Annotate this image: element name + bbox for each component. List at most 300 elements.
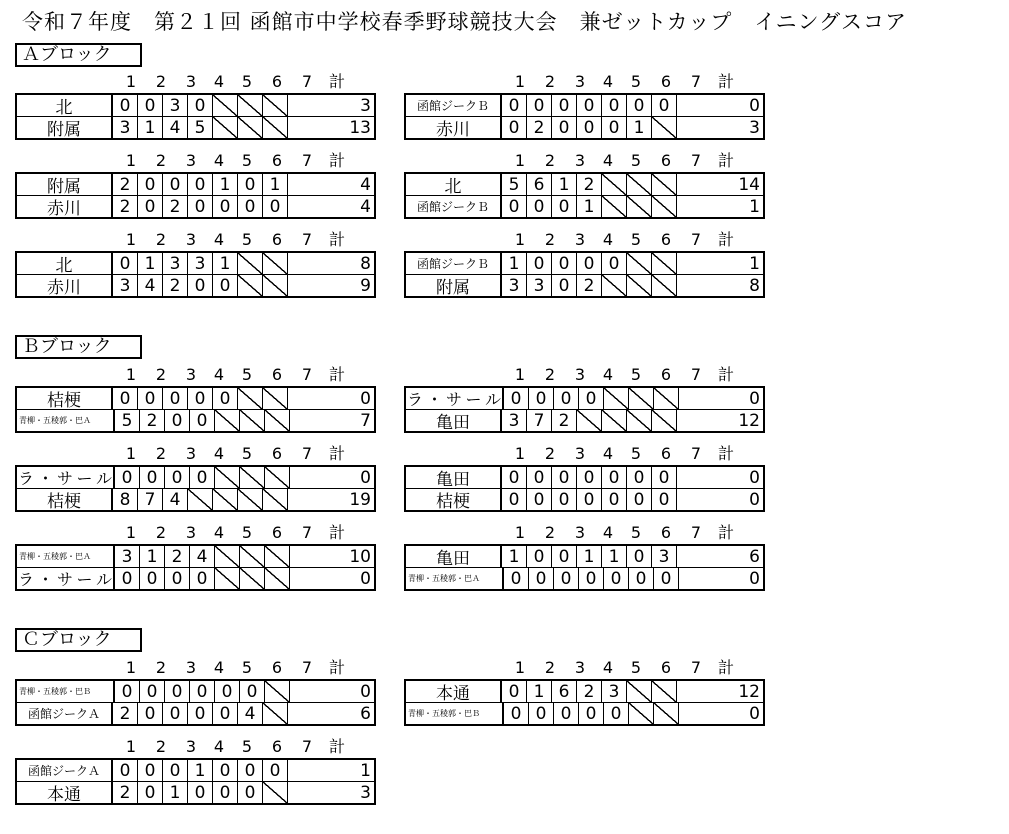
inning-score: 0 <box>502 117 527 138</box>
inning-number: 2 <box>544 72 556 91</box>
inning-score: 0 <box>240 681 265 702</box>
unplayed-inning <box>604 388 629 409</box>
unplayed-inning <box>652 681 677 702</box>
inning-score: 0 <box>527 546 552 567</box>
inning-score: 8 <box>113 489 138 510</box>
inning-number: 4 <box>213 151 225 170</box>
unplayed-inning <box>652 410 677 431</box>
inning-score: 0 <box>165 681 190 702</box>
inning-score: 2 <box>113 782 138 803</box>
inning-score: 0 <box>552 253 577 274</box>
inning-score: 0 <box>213 703 238 724</box>
inning-score: 0 <box>115 467 140 488</box>
inning-number: 計 <box>717 151 734 170</box>
unplayed-inning <box>213 489 238 510</box>
inning-header <box>15 657 376 679</box>
inning-number: 4 <box>602 230 614 249</box>
inning-score: 0 <box>165 568 190 589</box>
inning-header <box>404 229 765 251</box>
inning-number: 1 <box>514 365 526 384</box>
team-name: 赤川 <box>406 117 502 138</box>
team-row <box>17 174 374 195</box>
inning-number: 1 <box>125 230 137 249</box>
inning-number: 3 <box>574 72 586 91</box>
unplayed-inning <box>238 95 263 116</box>
total-score: 0 <box>749 703 760 724</box>
inning-score: 0 <box>552 467 577 488</box>
team-name: 本通 <box>17 782 113 803</box>
inning-number: 4 <box>602 658 614 677</box>
team-row <box>406 546 763 567</box>
team-row <box>406 274 763 296</box>
inning-score: 0 <box>190 681 215 702</box>
team-row <box>17 546 374 567</box>
total-score: 1 <box>749 196 760 217</box>
total-score: 1 <box>360 760 371 781</box>
inning-score: 2 <box>163 275 188 296</box>
unplayed-inning <box>602 174 627 195</box>
inning-score: 1 <box>627 117 652 138</box>
unplayed-inning <box>240 568 265 589</box>
inning-number: 6 <box>271 365 283 384</box>
unplayed-inning <box>627 275 652 296</box>
inning-score: 2 <box>552 410 577 431</box>
team-name-char: ラ <box>18 469 35 488</box>
unplayed-inning <box>652 117 677 138</box>
team-row <box>17 488 374 510</box>
inning-score: 0 <box>602 253 627 274</box>
team-row <box>17 253 374 274</box>
inning-score: 5 <box>502 174 527 195</box>
unplayed-inning <box>263 703 288 724</box>
inning-number: 2 <box>544 151 556 170</box>
team-row <box>17 760 374 781</box>
inning-score: 7 <box>527 410 552 431</box>
inning-score: 0 <box>190 467 215 488</box>
inning-header <box>15 229 376 251</box>
unplayed-inning <box>602 196 627 217</box>
unplayed-inning <box>188 489 213 510</box>
team-name: 青柳・五稜郭・巴Ａ <box>17 546 115 567</box>
team-row <box>17 274 374 296</box>
inning-number: 3 <box>185 151 197 170</box>
inning-number: 5 <box>630 151 642 170</box>
inning-score: 0 <box>115 681 140 702</box>
team-name-char: ル <box>484 390 501 409</box>
team-row <box>17 95 374 116</box>
inning-header <box>404 657 765 679</box>
inning-score: 0 <box>188 275 213 296</box>
inning-score: 0 <box>138 196 163 217</box>
inning-score: 0 <box>552 489 577 510</box>
inning-number: 2 <box>544 365 556 384</box>
team-row <box>17 702 374 724</box>
inning-header <box>404 522 765 544</box>
team-name-char: サ <box>445 390 462 409</box>
team-name: 函館ジークＡ <box>17 760 113 781</box>
inning-score: 0 <box>627 489 652 510</box>
inning-number: 7 <box>690 444 702 463</box>
unplayed-inning <box>238 489 263 510</box>
inning-header <box>15 71 376 93</box>
inning-score: 0 <box>604 703 629 724</box>
unplayed-inning <box>627 196 652 217</box>
total-score: 0 <box>360 467 371 488</box>
inning-score: 0 <box>552 117 577 138</box>
inning-score: 0 <box>163 703 188 724</box>
team-name: 北 <box>17 95 113 116</box>
block-label: Ｃブロック <box>15 628 142 652</box>
inning-number: 計 <box>717 230 734 249</box>
score-table <box>404 172 765 219</box>
inning-score: 3 <box>115 546 140 567</box>
inning-number: 2 <box>155 523 167 542</box>
inning-score: 0 <box>602 117 627 138</box>
inning-score: 1 <box>502 546 527 567</box>
unplayed-inning <box>240 410 265 431</box>
inning-score: 4 <box>163 489 188 510</box>
inning-score: 0 <box>188 95 213 116</box>
inning-score: 1 <box>213 174 238 195</box>
team-name: 北 <box>406 174 502 195</box>
inning-number: 2 <box>155 72 167 91</box>
inning-score: 0 <box>190 568 215 589</box>
inning-score: 0 <box>213 782 238 803</box>
inning-score: 0 <box>527 196 552 217</box>
inning-score: 0 <box>552 95 577 116</box>
score-table <box>404 386 765 433</box>
inning-score: 0 <box>115 568 140 589</box>
inning-header <box>15 736 376 758</box>
inning-score: 1 <box>138 253 163 274</box>
inning-number: 3 <box>574 658 586 677</box>
inning-score: 0 <box>577 489 602 510</box>
inning-score: 2 <box>577 681 602 702</box>
inning-score: 0 <box>113 760 138 781</box>
game-scoreboard <box>404 364 765 433</box>
inning-score: 0 <box>213 760 238 781</box>
inning-number: 3 <box>185 444 197 463</box>
inning-number: 計 <box>328 444 345 463</box>
team-name: 赤川 <box>17 196 113 217</box>
team-name: 青柳・五稜郭・巴Ａ <box>17 410 115 431</box>
inning-number: 6 <box>660 230 672 249</box>
unplayed-inning <box>263 275 288 296</box>
inning-score: 0 <box>577 117 602 138</box>
inning-number: 5 <box>630 72 642 91</box>
block-label: Ｂブロック <box>15 335 142 359</box>
inning-number: 計 <box>328 72 345 91</box>
inning-score: 3 <box>502 410 527 431</box>
team-row <box>17 567 374 589</box>
unplayed-inning <box>265 568 290 589</box>
team-name-char: サ <box>56 570 73 589</box>
team-name: 亀田 <box>406 546 502 567</box>
inning-number: 1 <box>125 72 137 91</box>
score-table <box>404 679 765 726</box>
total-score: 7 <box>360 410 371 431</box>
inning-number: 5 <box>630 523 642 542</box>
inning-score: 0 <box>504 388 529 409</box>
inning-score: 0 <box>188 388 213 409</box>
inning-number: 7 <box>690 151 702 170</box>
inning-number: 3 <box>574 444 586 463</box>
inning-score: 0 <box>529 703 554 724</box>
team-name: 桔梗 <box>17 388 113 409</box>
game-scoreboard <box>404 657 765 726</box>
inning-header <box>404 150 765 172</box>
inning-number: 2 <box>544 444 556 463</box>
inning-number: 2 <box>155 658 167 677</box>
inning-score: 0 <box>577 253 602 274</box>
block-label: Ａブロック <box>15 43 142 67</box>
inning-number: 2 <box>544 523 556 542</box>
inning-header <box>404 443 765 465</box>
inning-score: 1 <box>263 174 288 195</box>
total-score: 19 <box>349 489 371 510</box>
inning-number: 4 <box>213 523 225 542</box>
game-scoreboard <box>404 443 765 512</box>
unplayed-inning <box>652 253 677 274</box>
inning-number: 6 <box>660 72 672 91</box>
game-scoreboard <box>404 229 765 298</box>
total-score: 0 <box>360 568 371 589</box>
team-row <box>406 195 763 217</box>
unplayed-inning <box>654 703 679 724</box>
team-name: 青柳・五稜郭・巴Ｂ <box>406 703 504 724</box>
inning-score: 0 <box>163 760 188 781</box>
team-name: 附属 <box>406 275 502 296</box>
inning-score: 0 <box>163 174 188 195</box>
score-table <box>15 386 376 433</box>
inning-number: 3 <box>185 658 197 677</box>
inning-score: 0 <box>602 95 627 116</box>
inning-score: 2 <box>113 174 138 195</box>
inning-number: 1 <box>125 365 137 384</box>
inning-score: 0 <box>652 467 677 488</box>
team-name-char: ー <box>465 390 482 409</box>
inning-score: 0 <box>238 760 263 781</box>
unplayed-inning <box>238 388 263 409</box>
total-score: 0 <box>360 681 371 702</box>
inning-number: 1 <box>514 151 526 170</box>
inning-score: 1 <box>502 253 527 274</box>
inning-score: 1 <box>188 760 213 781</box>
inning-score: 0 <box>188 703 213 724</box>
game-scoreboard <box>404 522 765 591</box>
unplayed-inning <box>602 410 627 431</box>
inning-score: 0 <box>579 388 604 409</box>
team-row <box>406 253 763 274</box>
team-name-char: サ <box>56 469 73 488</box>
inning-number: 4 <box>213 365 225 384</box>
inning-number: 6 <box>271 151 283 170</box>
game-scoreboard <box>15 736 376 805</box>
inning-score: 0 <box>527 95 552 116</box>
unplayed-inning <box>629 703 654 724</box>
inning-score: 2 <box>577 275 602 296</box>
inning-number: 4 <box>213 658 225 677</box>
inning-score: 3 <box>113 117 138 138</box>
inning-score: 7 <box>138 489 163 510</box>
inning-number: 3 <box>185 365 197 384</box>
inning-score: 0 <box>215 681 240 702</box>
unplayed-inning <box>652 275 677 296</box>
unplayed-inning <box>263 95 288 116</box>
inning-number: 5 <box>241 365 253 384</box>
total-score: 0 <box>360 388 371 409</box>
inning-number: 3 <box>574 151 586 170</box>
total-score: 0 <box>749 467 760 488</box>
inning-number: 2 <box>155 444 167 463</box>
inning-score: 0 <box>188 782 213 803</box>
total-score: 8 <box>360 253 371 274</box>
unplayed-inning <box>652 174 677 195</box>
team-name-char: ル <box>95 570 112 589</box>
team-name: 函館ジークＢ <box>406 253 502 274</box>
inning-score: 2 <box>163 196 188 217</box>
game-scoreboard <box>404 71 765 140</box>
inning-score: 0 <box>502 681 527 702</box>
inning-score: 0 <box>213 196 238 217</box>
inning-header <box>404 364 765 386</box>
inning-number: 4 <box>602 151 614 170</box>
inning-number: 2 <box>544 658 556 677</box>
inning-number: 1 <box>125 523 137 542</box>
inning-number: 1 <box>514 523 526 542</box>
inning-number: 7 <box>690 658 702 677</box>
unplayed-inning <box>240 546 265 567</box>
inning-number: 7 <box>690 523 702 542</box>
inning-number: 1 <box>125 151 137 170</box>
inning-score: 0 <box>138 388 163 409</box>
inning-score: 0 <box>629 568 654 589</box>
inning-number: 5 <box>241 151 253 170</box>
inning-number: 3 <box>185 737 197 756</box>
inning-number: 2 <box>155 737 167 756</box>
inning-score: 5 <box>188 117 213 138</box>
score-table <box>15 251 376 298</box>
score-table <box>15 465 376 512</box>
inning-score: 1 <box>602 546 627 567</box>
inning-score: 1 <box>527 681 552 702</box>
inning-score: 0 <box>554 568 579 589</box>
team-row <box>17 781 374 803</box>
inning-score: 0 <box>577 467 602 488</box>
unplayed-inning <box>238 253 263 274</box>
inning-score: 0 <box>579 568 604 589</box>
inning-number: 5 <box>630 658 642 677</box>
team-row <box>17 681 374 702</box>
inning-score: 1 <box>138 117 163 138</box>
inning-number: 1 <box>514 230 526 249</box>
inning-number: 6 <box>660 523 672 542</box>
total-score: 12 <box>738 410 760 431</box>
total-score: 3 <box>360 95 371 116</box>
inning-score: 0 <box>263 760 288 781</box>
score-table <box>15 172 376 219</box>
score-table <box>404 544 765 591</box>
inning-number: 計 <box>328 658 345 677</box>
inning-number: 計 <box>717 72 734 91</box>
inning-number: 6 <box>271 72 283 91</box>
score-table <box>15 679 376 726</box>
inning-number: 3 <box>574 523 586 542</box>
team-name-char: ・ <box>426 390 443 409</box>
total-score: 3 <box>360 782 371 803</box>
team-name: 桔梗 <box>406 489 502 510</box>
inning-score: 2 <box>527 117 552 138</box>
inning-score: 4 <box>238 703 263 724</box>
unplayed-inning <box>654 388 679 409</box>
inning-number: 7 <box>690 365 702 384</box>
inning-number: 2 <box>155 365 167 384</box>
inning-score: 1 <box>577 546 602 567</box>
game-scoreboard <box>15 150 376 219</box>
inning-score: 3 <box>502 275 527 296</box>
inning-header <box>15 150 376 172</box>
inning-score: 3 <box>113 275 138 296</box>
total-score: 4 <box>360 196 371 217</box>
inning-score: 4 <box>163 117 188 138</box>
unplayed-inning <box>265 410 290 431</box>
team-row <box>406 388 763 409</box>
inning-score: 3 <box>163 253 188 274</box>
inning-score: 3 <box>188 253 213 274</box>
inning-score: 0 <box>652 95 677 116</box>
inning-number: 5 <box>630 365 642 384</box>
inning-number: 6 <box>271 658 283 677</box>
inning-number: 5 <box>630 444 642 463</box>
inning-number: 4 <box>602 72 614 91</box>
unplayed-inning <box>238 117 263 138</box>
inning-score: 3 <box>527 275 552 296</box>
inning-score: 6 <box>552 681 577 702</box>
team-name-char: ラ <box>18 570 35 589</box>
inning-number: 7 <box>301 523 313 542</box>
page-title: 令和７年度 第２１回 函館市中学校春季野球競技大会 兼ゼットカップ イニングスコア <box>22 10 907 34</box>
inning-number: 4 <box>213 230 225 249</box>
inning-score: 0 <box>138 95 163 116</box>
inning-score: 0 <box>188 196 213 217</box>
inning-score: 0 <box>552 275 577 296</box>
unplayed-inning <box>213 117 238 138</box>
inning-score: 0 <box>140 681 165 702</box>
inning-number: 計 <box>717 658 734 677</box>
inning-number: 7 <box>301 72 313 91</box>
inning-score: 5 <box>115 410 140 431</box>
inning-header <box>15 443 376 465</box>
inning-number: 2 <box>544 230 556 249</box>
team-name: 青柳・五稜郭・巴Ａ <box>406 568 504 589</box>
inning-number: 5 <box>630 230 642 249</box>
inning-number: 5 <box>241 72 253 91</box>
inning-score: 0 <box>602 467 627 488</box>
inning-number: 7 <box>690 72 702 91</box>
team-row <box>406 116 763 138</box>
team-row <box>406 467 763 488</box>
game-scoreboard <box>404 150 765 219</box>
inning-number: 6 <box>660 444 672 463</box>
inning-header <box>15 364 376 386</box>
game-scoreboard <box>15 364 376 433</box>
team-row <box>406 681 763 702</box>
inning-score: 3 <box>652 546 677 567</box>
inning-score: 2 <box>577 174 602 195</box>
inning-score: 0 <box>654 568 679 589</box>
inning-score: 0 <box>238 174 263 195</box>
inning-number: 5 <box>241 658 253 677</box>
